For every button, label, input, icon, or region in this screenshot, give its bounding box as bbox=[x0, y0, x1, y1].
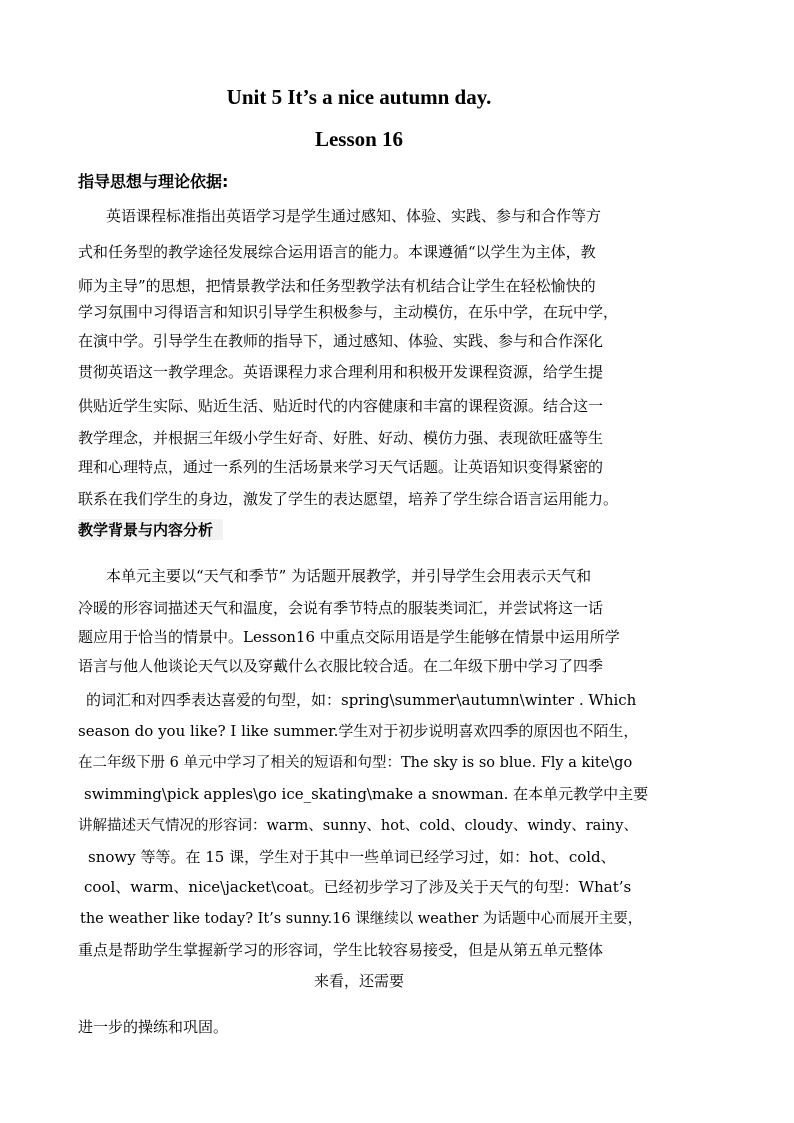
lesson-title: Lesson 16 bbox=[314, 127, 404, 151]
paragraph-line: 理和心理特点，通过一系列的生活场景来学习天气话题。让英语知识变得紧密的 bbox=[78, 458, 604, 476]
paragraph-line: 联系在我们学生的身边，激发了学生的表达愿望，培养了学生综合语言运用能力。 bbox=[78, 490, 619, 508]
paragraph-line: 语言与他人他谈论天气以及穿戴什么衣服比较合适。在二年级下册中学习了四季 bbox=[78, 657, 604, 675]
paragraph-line: 本单元主要以“天气和季节” 为话题开展教学，并引导学生会用表示天气和 bbox=[106, 567, 592, 585]
paragraph-line: the weather like today? It’s sunny.16 课继续以 weather 为话题中心而展开主要， bbox=[80, 911, 643, 927]
paragraph-line: 英语课程标准指出英语学习是学生通过感知、体验、实践、参与和合作等方 bbox=[106, 207, 602, 225]
paragraph-line: 在演中学。引导学生在教师的指导下，通过感知、体验、实践、参与和合作深化 bbox=[78, 332, 604, 350]
paragraph-line: 供贴近学生实际、贴近生活、贴近时代的内容健康和丰富的课程资源。结合这一 bbox=[78, 397, 604, 415]
paragraph-line: 的词汇和对四季表达喜爱的句型，如：spring\summer\autumn\winter . Which bbox=[86, 691, 637, 709]
paragraph-line: 师为主导”的思想，把情景教学法和任务型教学法有机结合让学生在轻松愉快的 bbox=[78, 277, 596, 295]
paragraph-line: 进一步的操练和巩固。 bbox=[78, 1018, 229, 1036]
paragraph-line: 式和任务型的教学途径发展综合运用语言的能力。本课遵循“以学生为主体，教 bbox=[78, 243, 596, 261]
paragraph-line: cool、warm、nice\jacket\coat。已经初步学习了涉及关于天气的句型：What’s bbox=[84, 878, 632, 896]
paragraph-line: swimming\pick apples\go ice_skating\make a snowman. 在本单元教学中主要 bbox=[84, 785, 649, 803]
paragraph-line: 题应用于恰当的情景中。Lesson16 中重点交际用语是学生能够在情景中运用所学 bbox=[78, 628, 620, 646]
paragraph-line: snowy 等等。在 15 课，学生对于其中一些单词已经学习过，如：hot、cold、 bbox=[88, 848, 616, 866]
paragraph-line: 学习氛围中习得语言和知识引导学生积极参与，主动模仿，在乐中学，在玩中学， bbox=[78, 303, 619, 321]
unit-title: Unit 5 It’s a nice autumn day. bbox=[226, 85, 492, 109]
section-heading-guiding-ideas: 指导思想与理论依据: bbox=[78, 172, 229, 191]
paragraph-line: 贯彻英语这一教学理念。英语课程力求合理利用和积极开发课程资源，给学生提 bbox=[78, 363, 604, 381]
paragraph-line: 在二年级下册 6 单元中学习了相关的短语和句型：The sky is so blue. Fly a kite\go bbox=[78, 755, 633, 771]
paragraph-line: 教学理念，并根据三年级小学生好奇、好胜、好动、模仿力强、表现欲旺盛等生 bbox=[78, 429, 604, 447]
paragraph-line: 讲解描述天气情况的形容词：warm、sunny、hot、cold、cloudy、windy、rainy、 bbox=[78, 818, 638, 834]
section-heading-background: 教学背景与内容分析 bbox=[78, 519, 223, 540]
paragraph-line: season do you like? I like summer.学生对于初步说明喜欢四季的原因也不陌生， bbox=[78, 722, 639, 740]
paragraph-line: 重点是帮助学生掌握新学习的形容词，学生比较容易接受，但是从第五单元整体 bbox=[78, 941, 604, 959]
paragraph-line: 来看，还需要 bbox=[313, 972, 404, 990]
paragraph-line: 冷暖的形容词描述天气和温度，会说有季节特点的服装类词汇，并尝试将这一话 bbox=[78, 599, 604, 617]
